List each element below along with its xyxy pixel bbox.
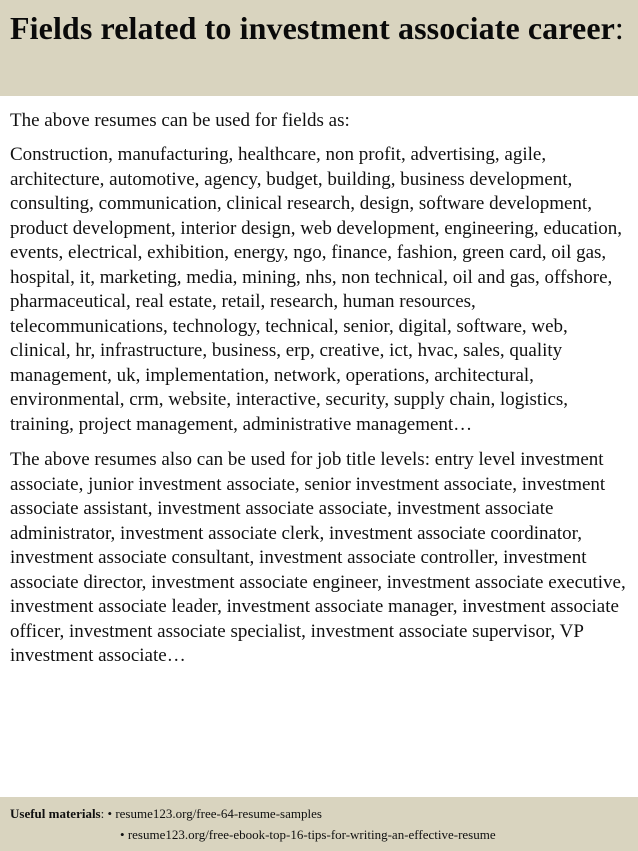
bullet-icon: • — [107, 806, 116, 821]
page-title — [10, 8, 628, 48]
main-content — [10, 108, 630, 680]
fields-list-paragraph: Construction, manufacturing, healthcare, non profit, advertising, agile, architecture, automotive, agency, budget, building, business development, consulting, communication, clinical research, design, software development, product development, interior design, web development, engineering, education, events, electrical, exhibition, energy, ngo, finance, fashion, green card, oil gas, hospital, it, marketing, media, mining, nhs, non technical, oil and gas, offshore, pharmaceutical, real estate, retail, research, human resources, telecommunications, technology, technical, senior, digital, software, web, clinical, hr, infrastructure, business, erp, creative, ict, hvac, sales, quality management, uk, implementation, network, operations, architectural, environmental, crm, website, interactive, security, supply chain, logistics, training, project management, administrative management… — [10, 144, 623, 435]
header-banner — [0, 0, 638, 96]
footer-row-1 — [10, 803, 628, 824]
footer-banner — [0, 797, 638, 851]
useful-materials-colon: : — [100, 806, 108, 821]
bullet-icon: • — [120, 827, 128, 842]
page-title-text: Fields related to investment associate career — [10, 10, 615, 46]
job-levels-paragraph: The above resumes also can be used for job title levels: entry level investment associate, junior investment associate, senior investment associate, investment associate assistant, investment associate associate, investment associate administrator, investment associate clerk, investment associate coordinator, investment associate consultant, investment associate controller, investment associate director, investment associate engineer, investment associate executive, investment associate leader, investment associate manager, investment associate officer, investment associate specialist, investment associate supervisor, VP investment associate… — [10, 449, 626, 666]
footer-link-ebook[interactable]: resume123.org/free-ebook-top-16-tips-for-writing-an-effective-resume — [127, 827, 496, 842]
footer-link-ebook-wrapper — [120, 824, 496, 845]
intro-text: The above resumes can be used for fields as: — [10, 110, 350, 131]
page-title-colon: : — [614, 10, 624, 46]
useful-materials-label: Useful materials — [10, 806, 101, 821]
footer-link-samples[interactable]: resume123.org/free-64-resume-samples — [115, 806, 322, 821]
footer-row-2 — [10, 824, 628, 845]
